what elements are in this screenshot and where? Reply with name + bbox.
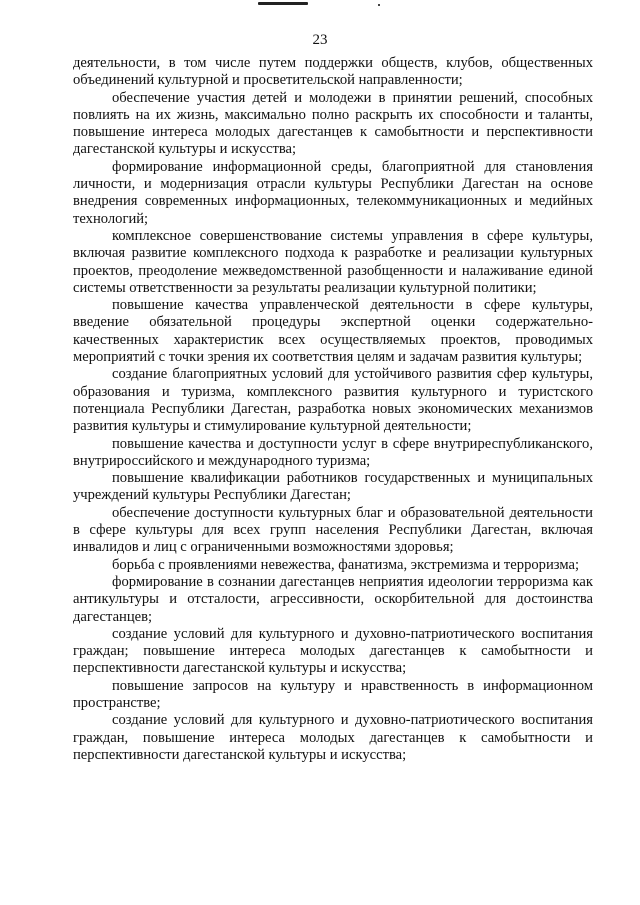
document-body [73, 55, 593, 764]
paragraph-11: формирование в сознании дагестанцев неприятия идеологии терроризма как антикультуры и отсталости, агрессивности, оскорбительной для достоинства дагестанцев; [73, 573, 593, 625]
scan-artifact-mark [258, 2, 308, 5]
scan-artifact-dot [378, 4, 380, 6]
paragraph-5: повышение качества управленческой деятельности в сфере культуры, введение обязательной процедуры экспертной оценки содержательно-качественных характеристик всех осуществляемых проектов, проводимых мероприятий с точки зрения их соответствия целям и задачам развития культуры; [73, 297, 593, 366]
paragraph-12: создание условий для культурного и духовно-патриотического воспитания граждан; повышение интереса молодых дагестанцев к самобытности и перспективности дагестанской культуры и искусства; [73, 625, 593, 677]
paragraph-4: комплексное совершенствование системы управления в сфере культуры, включая развитие комплексного подхода к разработке и реализации культурных проектов, преодоление межведомственной разобщенности и налаживание единой системы ответственности за результаты реализации культурной политики; [73, 227, 593, 296]
paragraph-14: создание условий для культурного и духовно-патриотического воспитания граждан, повышение интереса молодых дагестанцев к самобытности и перспективности дагестанской культуры и искусства; [73, 712, 593, 763]
paragraph-8: повышение квалификации работников государственных и муниципальных учреждений культуры Республики Дагестан; [73, 470, 593, 504]
paragraph-10: борьба с проявлениями невежества, фанатизма, экстремизма и терроризма; [112, 556, 579, 573]
paragraph-3: формирование информационной среды, благоприятной для становления личности, и модернизация отрасли культуры Республики Дагестан на основе внедрения современных информационных, телекоммуникационных и медийных технологий; [73, 158, 593, 227]
page-number: 23 [312, 32, 328, 48]
paragraph-9: обеспечение доступности культурных благ и образовательной деятельности в сфере культуры для всех групп населения Республики Дагестан, включая инвалидов и лиц с ограниченными возможностями здоровья; [73, 504, 593, 556]
paragraph-13: повышение запросов на культуру и нравственность в информационном пространстве; [73, 677, 593, 711]
paragraph-7: повышение качества и доступности услуг в сфере внутриреспубликанского, внутрироссийского и международного туризма; [73, 435, 593, 469]
paragraph-1: деятельности, в том числе путем поддержки обществ, клубов, общественных объединений культурной и просветительской направленности; [73, 55, 593, 89]
paragraph-6: создание благоприятных условий для устойчивого развития сфер культуры, образования и туризма, комплексного развития культурного и туристского потенциала Республики Дагестан, разработка новых экономических механизмов развития культуры и стимулирование культурной деятельности; [73, 366, 593, 435]
paragraph-2: обеспечение участия детей и молодежи в принятии решений, способных повлиять на их жизнь, максимально полно раскрыть их способности и таланты, повышение интереса молодых дагестанцев к самобытности и перспективности дагестанской культуры и искусства; [73, 89, 593, 158]
